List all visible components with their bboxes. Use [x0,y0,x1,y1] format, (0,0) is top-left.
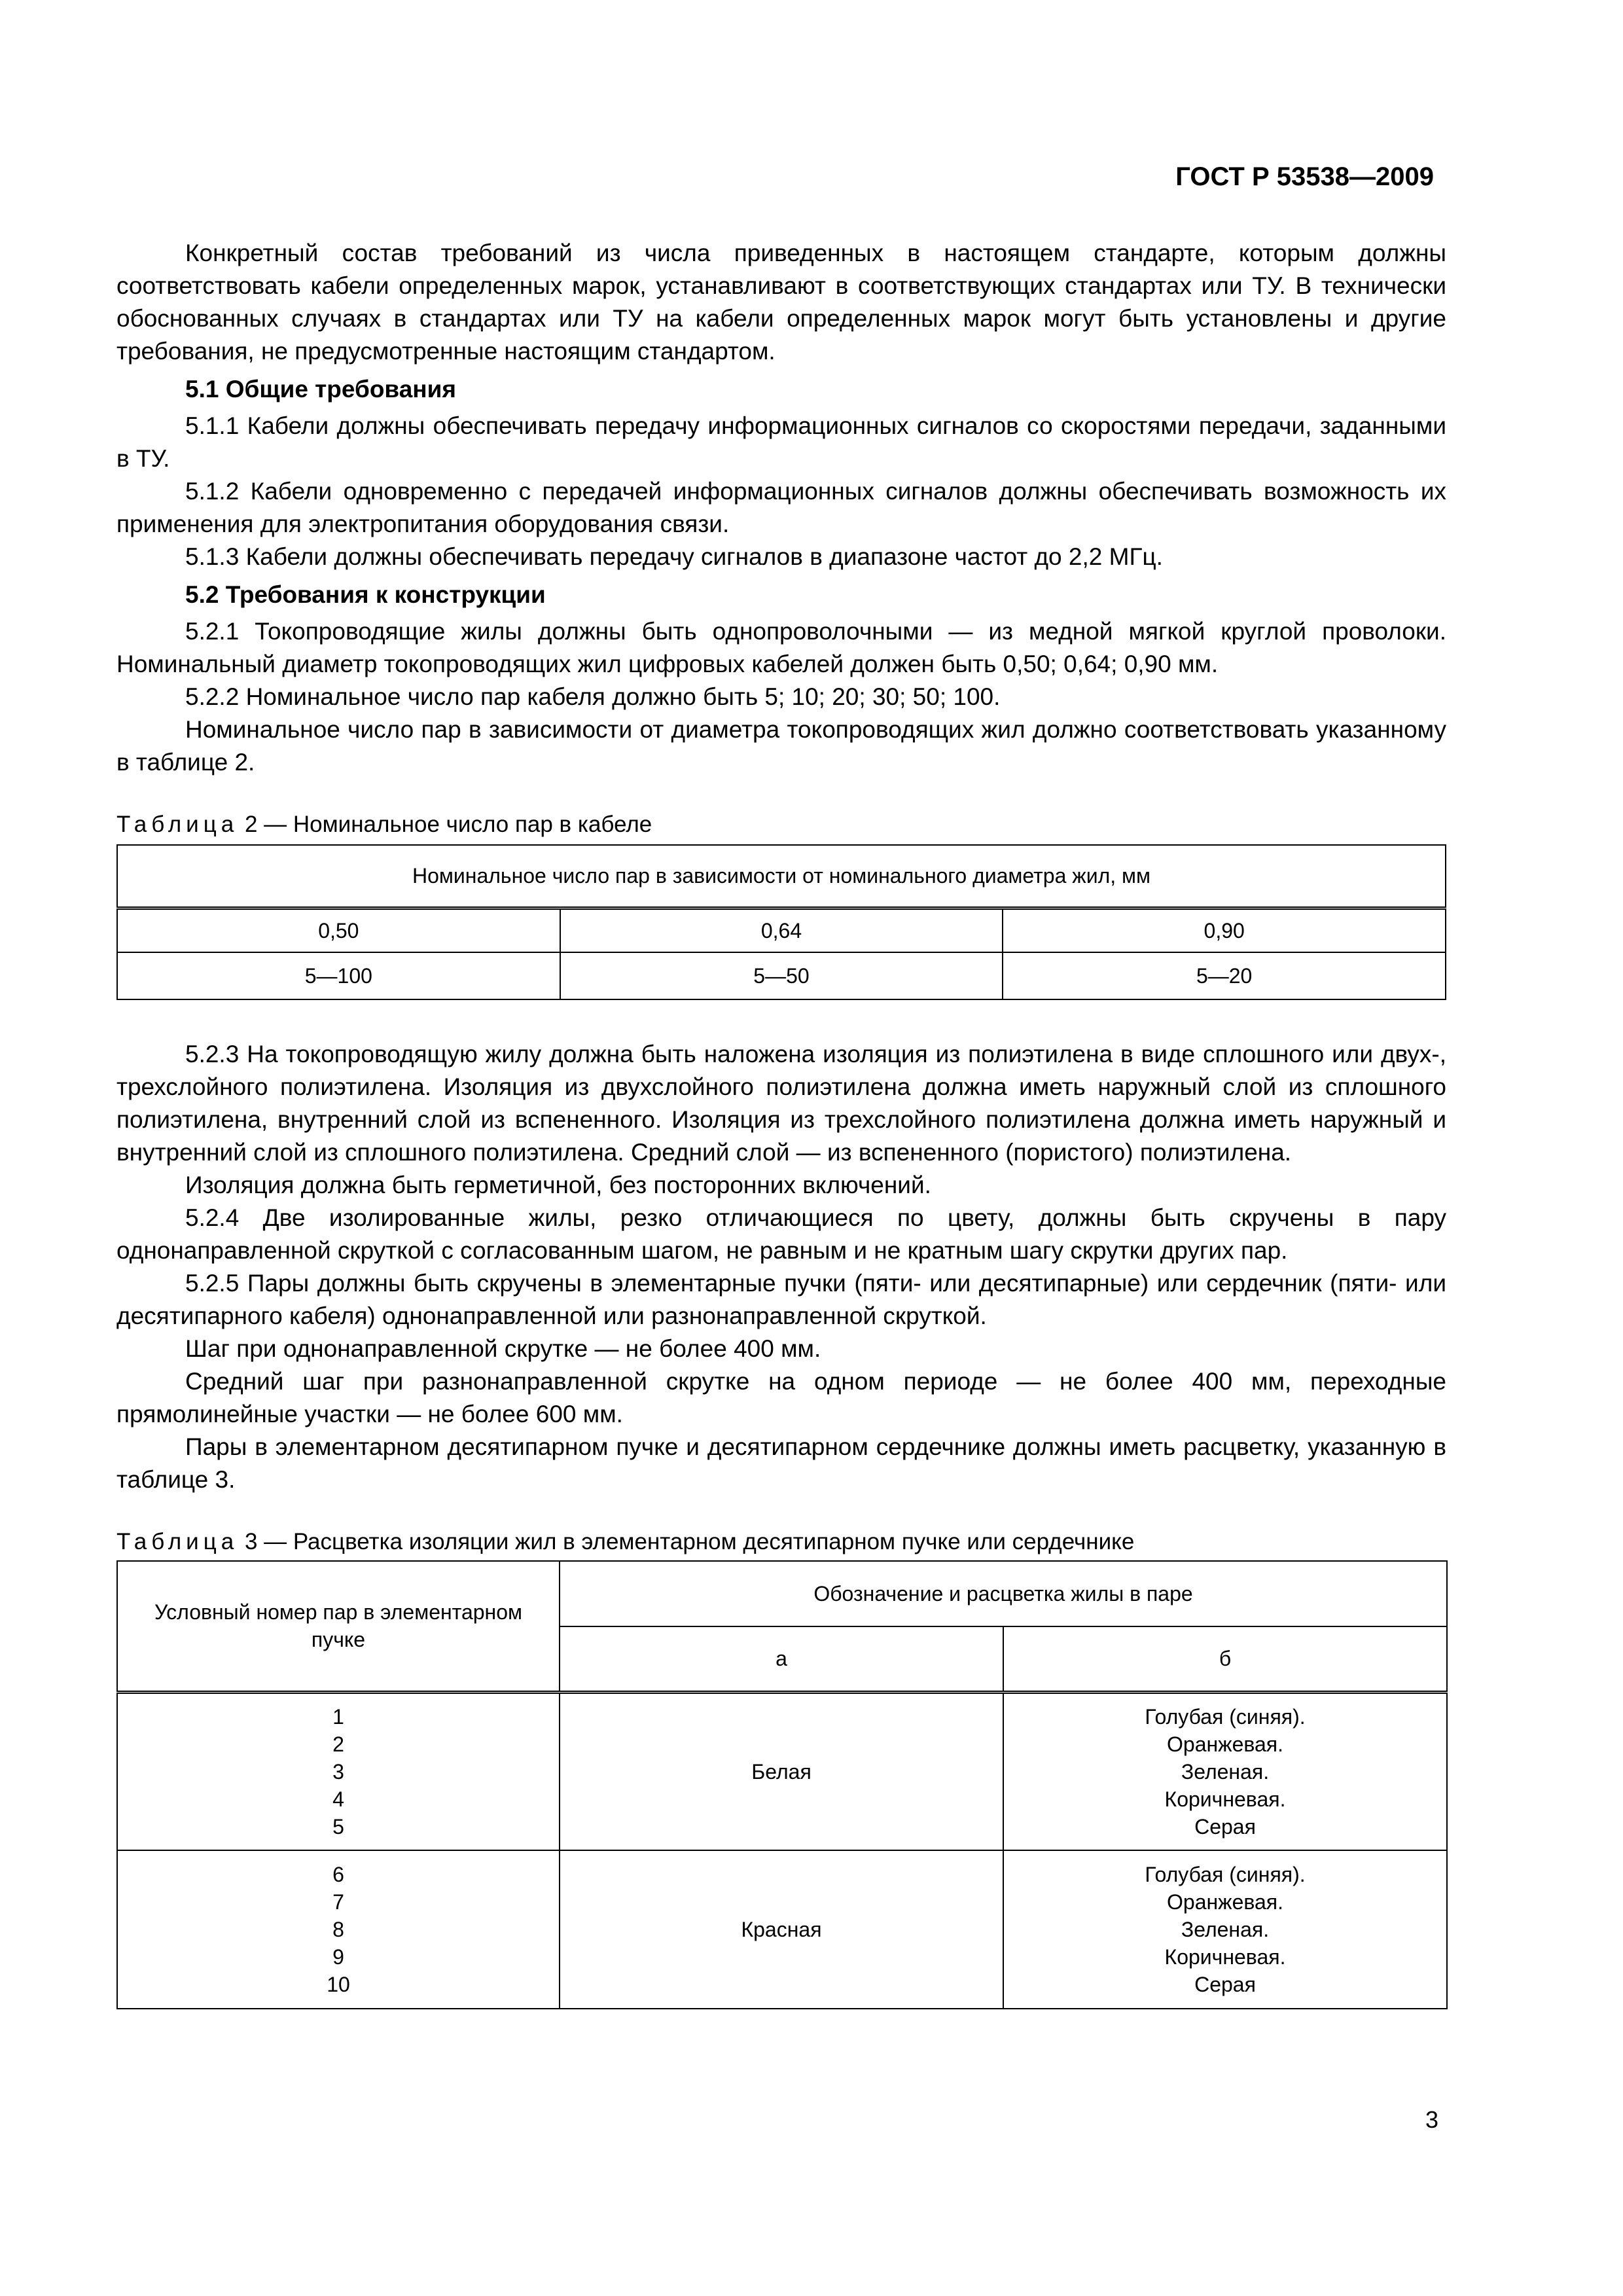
table-2-pairs-cell: 5—50 [560,952,1003,999]
color-name: Голубая (синяя). [1145,1704,1306,1729]
document-code: ГОСТ Р 53538—2009 [1175,162,1434,191]
table-3-color-a-cell: Белая [560,1692,1003,1850]
text-block-top [116,237,1446,779]
pair-number: 7 [332,1890,344,1914]
table-3-numbers-cell [117,1692,560,1850]
color-name: Оранжевая. [1167,1890,1284,1914]
table-2-pairs-cell: 5—20 [1003,952,1446,999]
paragraph: Средний шаг при разнонаправленной скрутке на одном периоде — не более 400 мм, переходные прямолинейные участки — не более 600 мм. [116,1368,1446,1427]
paragraph: 5.1.1 Кабели должны обеспечивать передачу информационных сигналов со скоростями передачи, заданными в ТУ. [116,412,1446,472]
paragraph: 5.1.2 Кабели одновременно с передачей информационных сигналов должны обеспечивать возможность их применения для электропитания оборудования связи. [116,478,1446,537]
table-2-caption-label: Таблица [116,812,239,837]
table-2-diameter-cell: 0,90 [1003,908,1446,952]
table-2 [116,844,1446,1000]
paragraph: 5.2.3 На токопроводящую жилу должна быть наложена изоляция из полиэтилена в виде сплошного или двух-, трехслойного полиэтилена. Изоляция из двухслойного полиэтилена должна иметь наружный слой из сплошного полиэтилена, внутренний слой из вспененного. Изоляция из трехслойного полиэтилена должна иметь наружный и внутренний слой из сплошного полиэтилена. Средний слой — из вспененного (пористого) полиэтилена. [116,1041,1446,1166]
pair-number: 9 [332,1945,344,1969]
color-name: Коричневая. [1164,1787,1286,1811]
table-3-caption-text: 3 — Расцветка изоляции жил в элементарном десятипарном пучке или сердечнике [238,1529,1135,1554]
color-name: Зеленая. [1181,1759,1270,1784]
table-3-caption-label: Таблица [116,1529,239,1554]
color-name: Серая [1194,1973,1256,1996]
table-3-caption [116,1528,1446,1556]
paragraph: 5.2.1 Токопроводящие жилы должны быть однопроволочными — из медной мягкой круглой проволоки. Номинальный диаметр токопроводящих жил цифровых кабелей должен быть 0,50; 0,64; 0,90 мм. [116,618,1446,677]
paragraph: 5.1.3 Кабели должны обеспечивать передачу сигналов в диапазоне частот до 2,2 МГц. [185,543,1163,570]
table-2-diameter-cell: 0,50 [117,908,560,952]
paragraph: 5.2.4 Две изолированные жилы, резко отличающиеся по цвету, должны быть скручены в пару однонаправленной скруткой с согласованным шагом, не равным и не кратным шагу скрутки других пар. [116,1204,1446,1264]
table-3-subheader-b: б [1003,1626,1447,1692]
color-name: Оранжевая. [1167,1732,1284,1756]
number-list-2 [118,1861,559,1998]
table-2-caption-text: 2 — Номинальное число пар в кабеле [238,812,652,837]
table-2-header: Номинальное число пар в зависимости от номинального диаметра жил, мм [117,845,1446,908]
pair-number: 4 [332,1787,344,1811]
table-3-color-b-cell [1003,1692,1447,1850]
color-name: Коричневая. [1164,1945,1286,1969]
table-3-color-a-cell: Красная [560,1850,1003,2009]
table-3-color-b-cell [1003,1850,1447,2009]
table-2-diameter-cell: 0,64 [560,908,1003,952]
table-3-pair-number-header: Условный номер пар в элементарном пучке [117,1561,560,1692]
table-3-numbers-cell [117,1850,560,2009]
paragraph: Изоляция должна быть герметичной, без посторонних включений. [185,1172,931,1198]
text-block-middle [116,1038,1446,1496]
pair-number: 6 [332,1863,344,1886]
pair-number: 8 [332,1918,344,1941]
table-3-subheader-a: а [560,1626,1003,1692]
pair-number: 5 [332,1814,344,1839]
color-list-1 [1004,1703,1446,1840]
number-list-1 [118,1703,559,1840]
color-list-2 [1004,1861,1446,1998]
paragraph: Пары в элементарном десятипарном пучке и десятипарном сердечнике должны иметь расцветку, указанную в таблице 3. [116,1433,1446,1493]
table-3-group-header: Обозначение и расцветка жилы в паре [560,1561,1447,1626]
page-content [116,237,1446,2009]
color-name: Серая [1194,1814,1256,1839]
color-name: Голубая (синяя). [1145,1863,1306,1886]
paragraph: 5.2.5 Пары должны быть скручены в элементарные пучки (пяти- или десятипарные) или сердечник (пяти- или десятипарного кабеля) однонаправленной или разнонаправленной скруткой. [116,1270,1446,1329]
paragraph: Номинальное число пар в зависимости от диаметра токопроводящих жил должно соответствовать указанному в таблице 2. [116,716,1446,776]
section-heading: 5.2 Требования к конструкции [185,581,546,608]
table-2-pairs-cell: 5—100 [117,952,560,999]
table-3 [116,1560,1448,2009]
pair-number: 3 [332,1759,344,1784]
page-number: 3 [1425,2106,1438,2133]
pair-number: 1 [332,1704,344,1729]
paragraph: 5.2.2 Номинальное число пар кабеля должно быть 5; 10; 20; 30; 50; 100. [185,683,1001,710]
pair-number: 10 [327,1973,350,1996]
table-2-caption [116,810,1446,839]
section-heading: 5.1 Общие требования [185,376,456,403]
color-name: Зеленая. [1181,1918,1270,1941]
paragraph: Шаг при однонаправленной скрутке — не более 400 мм. [185,1335,821,1362]
pair-number: 2 [332,1732,344,1756]
paragraph: Конкретный состав требований из числа приведенных в настоящем стандарте, которым должны соответствовать кабели определенных марок, устанавливают в соответствующих стандартах или ТУ. В технически обоснованных случаях в стандартах или ТУ на кабели определенных марок могут быть установлены и другие требования, не предусмотренные настоящим стандартом. [116,240,1446,365]
